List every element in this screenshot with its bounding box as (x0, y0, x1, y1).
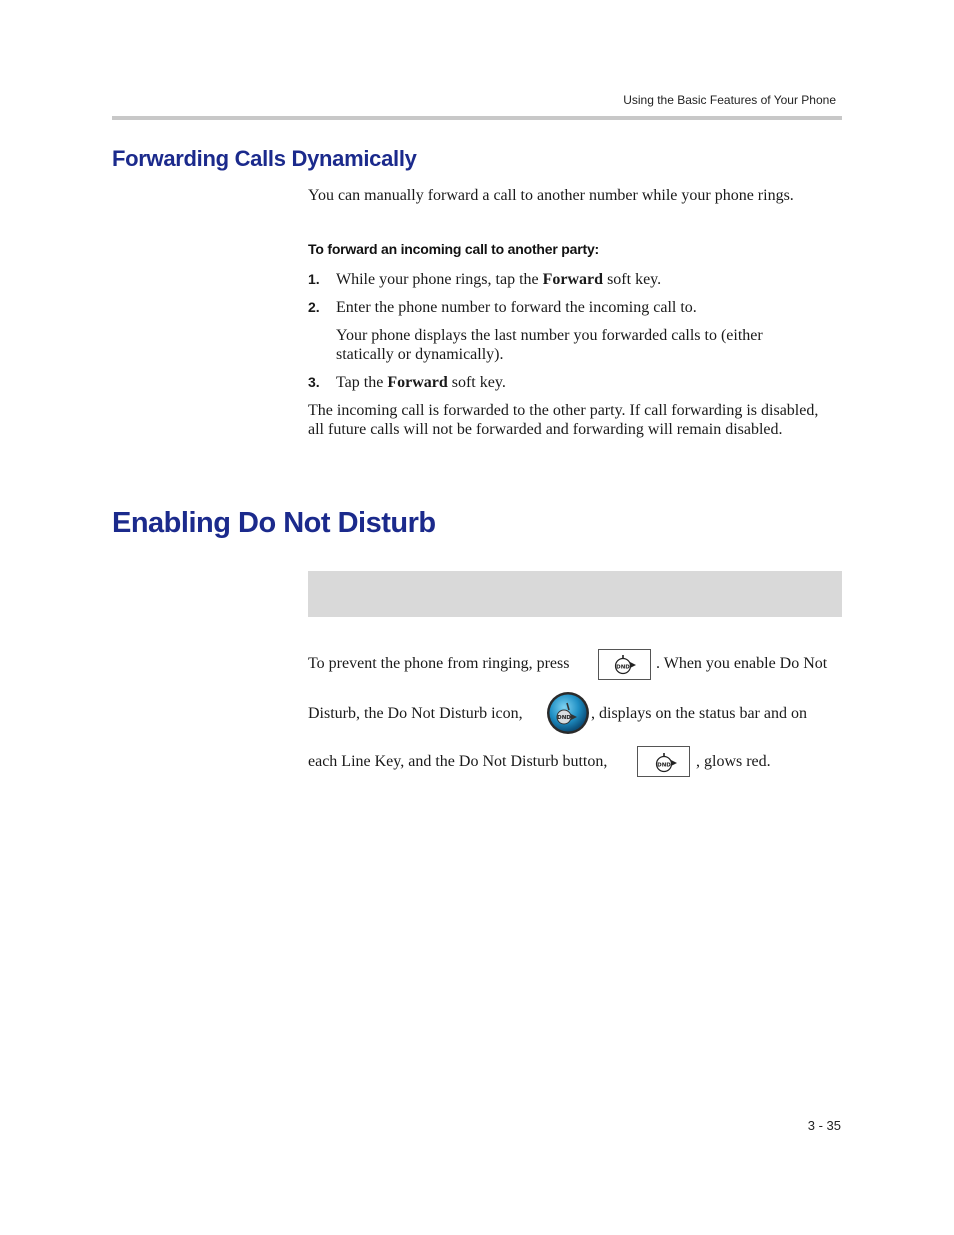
step-text: While your phone rings, tap the Forward soft key. (336, 271, 662, 288)
forwarding-result: The incoming call is forwarded to the other party. If call forwarding is disabled, all future calls will not be forwarded and forwarding will remain disabled. (308, 402, 819, 438)
forward-key-label: Forward (542, 271, 604, 288)
dnd-line-3-pre: each Line Key, and the Do Not Disturb button, (308, 753, 608, 770)
step-number: 3. (308, 374, 320, 390)
forwarding-intro: You can manually forward a call to another number while your phone rings. (308, 187, 794, 204)
dnd-status-icon (546, 691, 590, 735)
dnd-label: DND (557, 715, 571, 721)
page-number: 3 - 35 (807, 1118, 841, 1133)
step-text: Enter the phone number to forward the incoming call to. (336, 299, 697, 316)
dnd-line-2-pre: Disturb, the Do Not Disturb icon, (308, 705, 523, 722)
dnd-line-2-post: , displays on the status bar and on (591, 705, 807, 722)
running-header: Using the Basic Features of Your Phone (623, 93, 836, 107)
forward-key-label: Forward (387, 374, 448, 391)
procedure-title: To forward an incoming call to another party: (308, 241, 599, 257)
dnd-label: DND (616, 664, 630, 671)
note-box (308, 571, 842, 617)
header-rule (112, 116, 842, 120)
section-title-dnd: Enabling Do Not Disturb (112, 507, 436, 539)
step-number: 2. (308, 299, 320, 315)
step-note: Your phone displays the last number you forwarded calls to (either statically or dynamically). (336, 327, 763, 363)
dnd-line-3-post: , glows red. (696, 753, 771, 770)
dnd-line-1-post: . When you enable Do Not (656, 655, 828, 672)
dnd-button-icon (598, 649, 651, 680)
step-number: 1. (308, 271, 320, 287)
dnd-line-1-pre: To prevent the phone from ringing, press (308, 655, 570, 672)
dnd-button-icon (637, 746, 690, 777)
dnd-label: DND (657, 762, 671, 769)
section-title-forwarding: Forwarding Calls Dynamically (112, 146, 417, 171)
step-text: Tap the Forward soft key. (336, 374, 506, 391)
